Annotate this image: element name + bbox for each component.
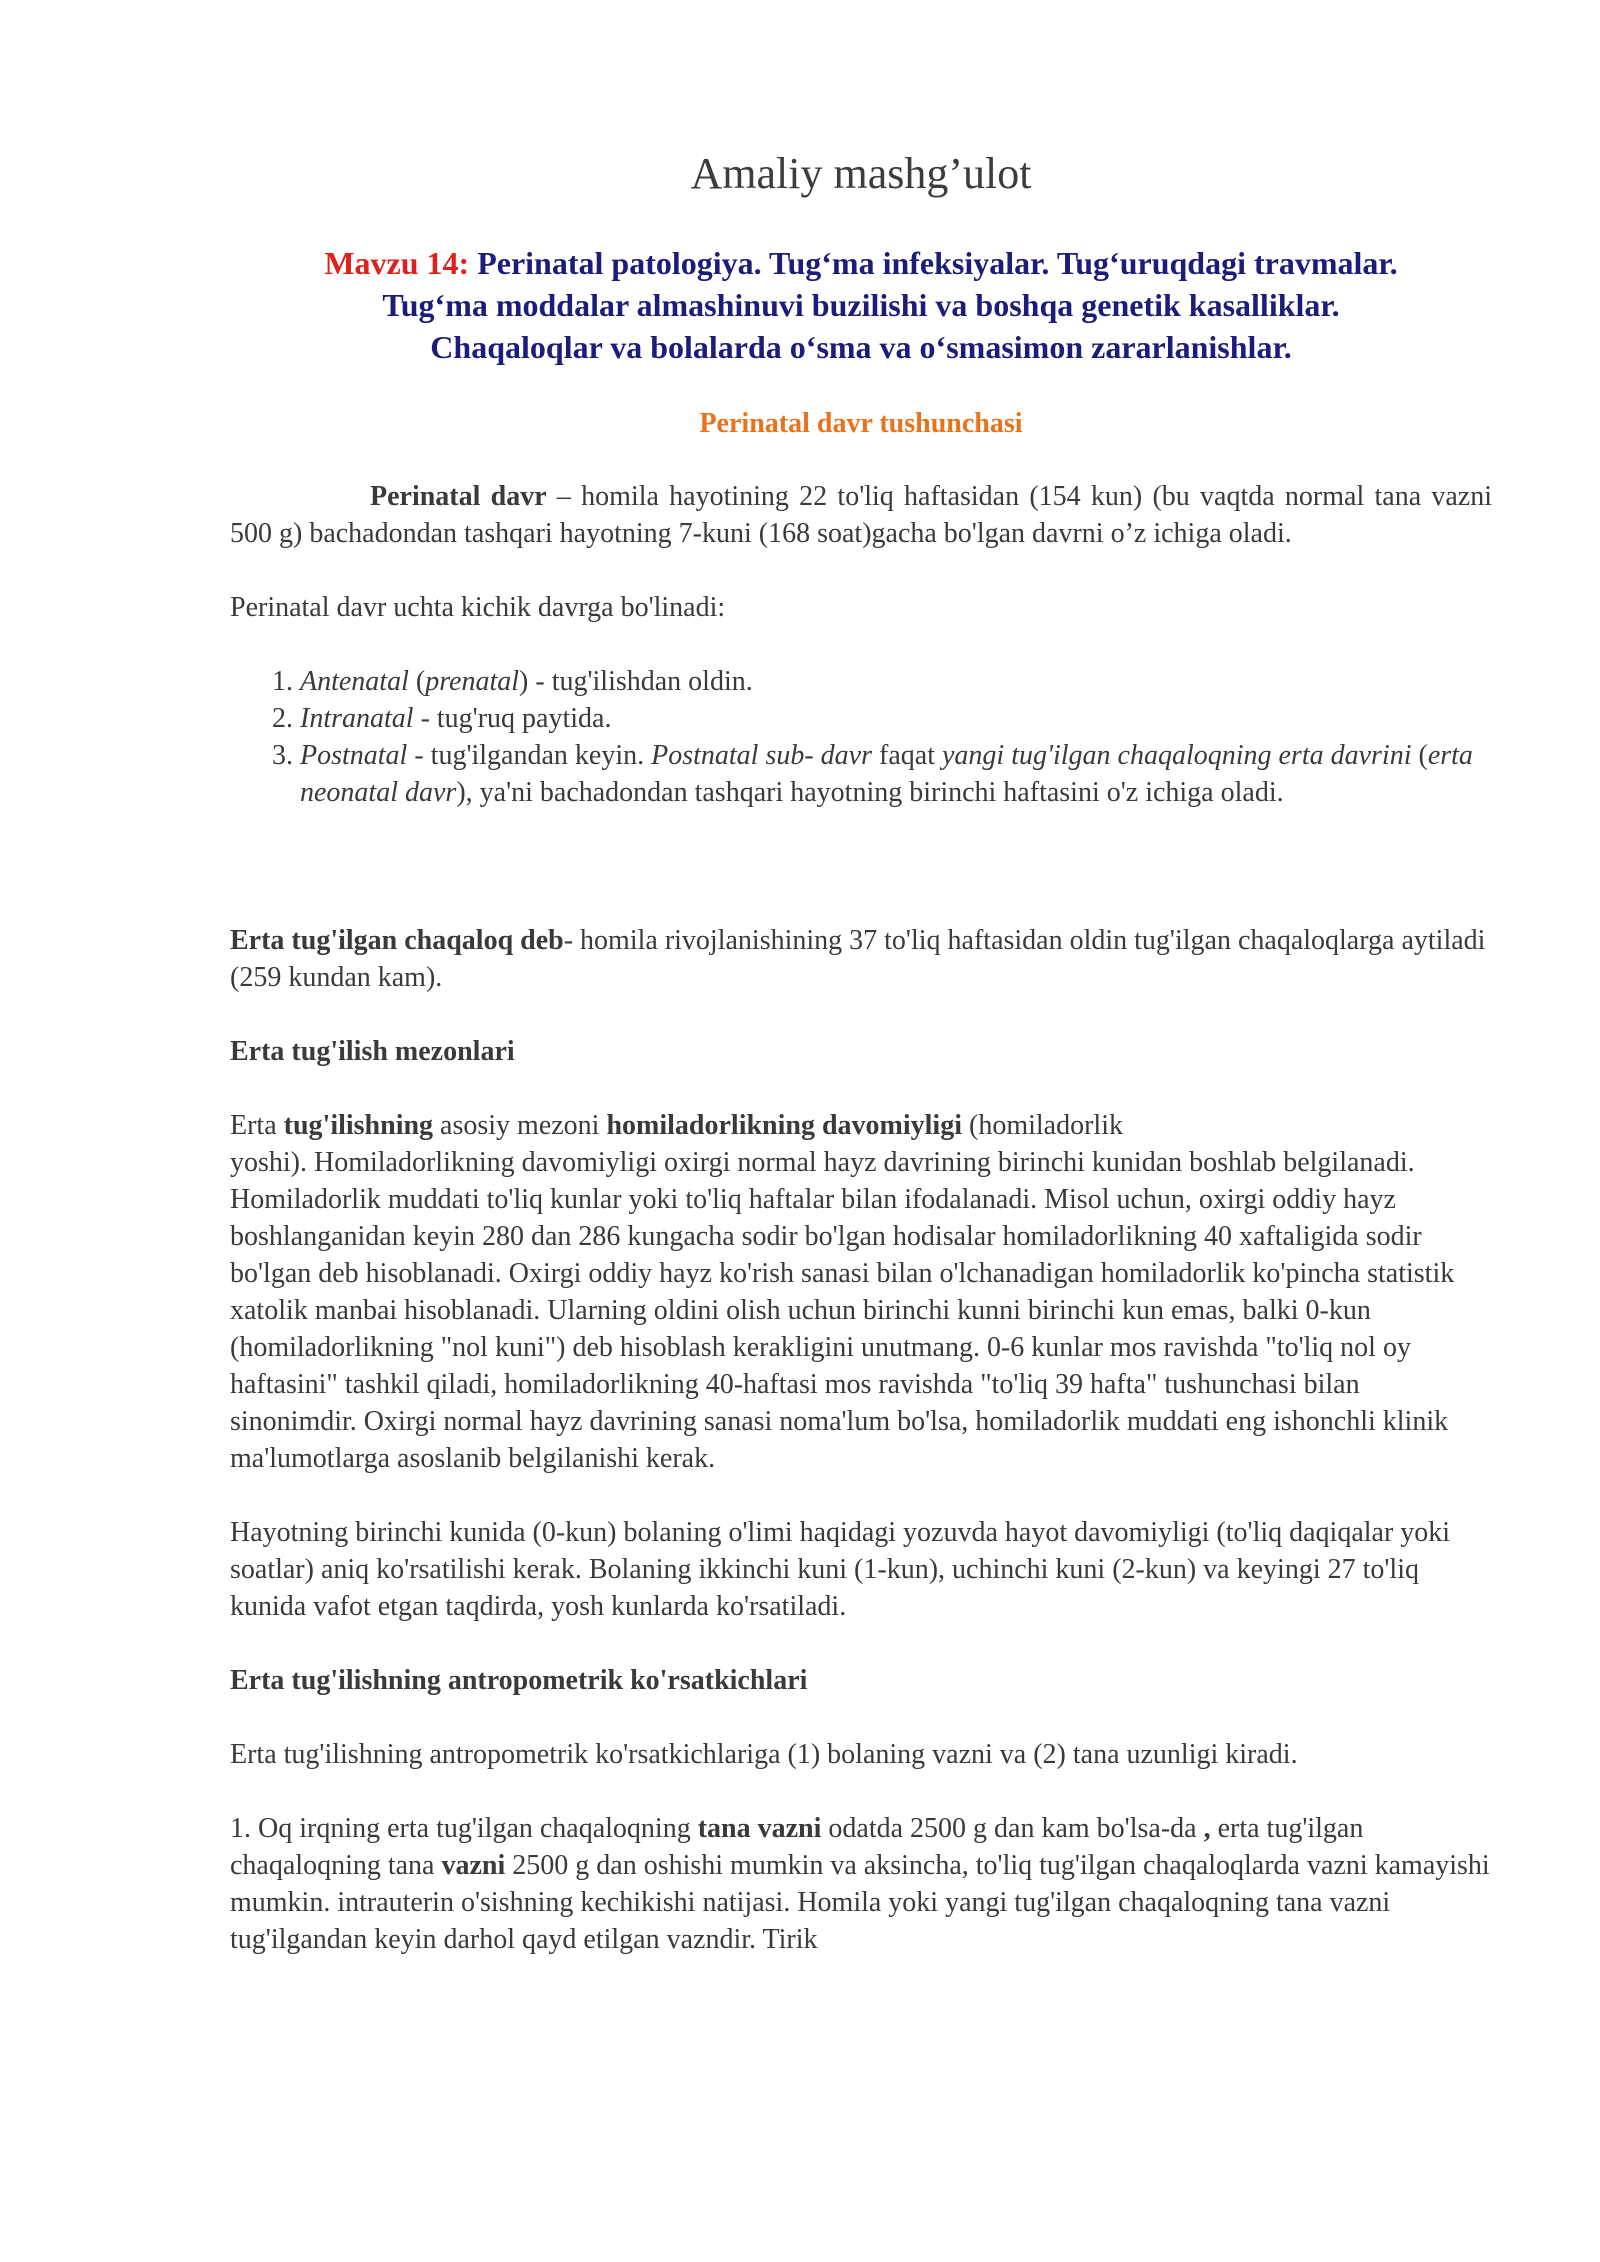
term-erta-tugilgan: Erta tug'ilgan chaqaloq deb <box>230 925 564 957</box>
page-title: Amaliy mashg’ulot <box>690 149 1032 198</box>
topic-line-1: Mavzu 14: Perinatal patologiya. Tug‘ma infeksiyalar. Tug‘uruqdagi travmalar. <box>324 245 1398 282</box>
criteria-paragraph: Erta tug'ilishning asosiy mezoni homiladorlikning davomiyligi (homiladorlik yoshi). Homiladorlikning davomiyligi oxirgi normal hayz davrining birinchi kunidan boshlab belgilanadi. Homiladorlik muddati to'liq kunlar yoki to'liq haftalar bilan ifodalanadi. Misol uchun, oxirgi oddiy hayz boshlanganidan keyin 280 dan 286 kungacha sodir bo'lgan hodisalar homiladorlikning 40 xaftaligida sodir bo'lgan deb hisoblanadi. Oxirgi oddiy hayz ko'rish sanasi bilan o'lchanadigan homiladorlik ko'pincha statistik xatolik manbai hisoblanadi. Ularning oldini olish uchun birinchi kunni birinchi kun emas, balki 0-kun (homiladorlikning "nol kuni") deb hisoblash kerakligini unutmang. 0-6 kunlar mos ravishda "to'liq nol oy haftasini" tashkil qiladi, homiladorlikning 40-haftasi mos ravishda "to'liq 39 hafta" tushunchasi bilan sinonimdir. Oxirgi normal hayz davrining sanasi noma'lum bo'lsa, homiladorlik muddati eng ishonchli klinik ma'lumotlarga asoslanib belgilanishi kerak. <box>230 1110 1455 1475</box>
death-record-paragraph: Hayotning birinchi kunida (0-kun) bolaning o'limi haqidagi yozuvda hayot davomiyligi (to'liq daqiqalar yoki soatlar) aniq ko'rsatilishi kerak. Bolaning ikkinchi kuni (1-kun), uchinchi kuni (2-kun) va keyingi 27 to'liq kunida vafot etgan taqdirda, yosh kunlarda ko'rsatiladi. <box>230 1517 1451 1623</box>
criteria-heading: Erta tug'ilish mezonlari <box>230 1036 515 1068</box>
list-item: 3. Postnatal - tug'ilgandan keyin. Postnatal sub- davr faqat yangi tug'ilgan chaqaloqning erta davrini (erta neonatal davr), ya'ni bachadondan tashqari hayotning birinchi haftasini o'z ichiga oladi. <box>300 737 1492 811</box>
section-heading: Perinatal davr tushunchasi <box>699 408 1023 440</box>
period-list <box>230 663 1492 811</box>
document-page <box>230 150 1492 1958</box>
preterm-definition-paragraph: Erta tug'ilgan chaqaloq deb- homila rivojlanishining 37 to'liq haftasidan oldin tug'ilgan chaqaloqlarga aytiladi (259 kundan kam). <box>230 925 1486 994</box>
anthropometric-heading: Erta tug'ilishning antropometrik ko'rsatkichlari <box>230 1665 808 1697</box>
list-item: 2. Intranatal - tug'ruq paytida. <box>300 700 1492 737</box>
term-perinatal-davr: Perinatal davr <box>370 481 547 513</box>
subdivision-intro-paragraph: Perinatal davr uchta kichik davrga bo'linadi: <box>230 592 726 624</box>
anthropometric-intro-paragraph: Erta tug'ilishning antropometrik ko'rsatkichlariga (1) bolaning vazni va (2) tana uzunligi kiradi. <box>230 1739 1298 1771</box>
topic-heading <box>230 242 1492 368</box>
topic-label: Mavzu 14: <box>324 245 470 282</box>
topic-line-2: Tug‘ma moddalar almashinuvi buzilishi va boshqa genetik kasalliklar. <box>382 287 1340 324</box>
list-item: 1. Antenatal (prenatal) - tug'ilishdan oldin. <box>300 663 1492 700</box>
topic-line-3: Chaqaloqlar va bolalarda o‘sma va o‘smasimon zararlanishlar. <box>430 329 1292 366</box>
body-weight-paragraph: 1. Oq irqning erta tug'ilgan chaqaloqning tana vazni odatda 2500 g dan kam bo'lsa-da , erta tug'ilgan chaqaloqning tana vazni 2500 g dan oshishi mumkin va aksincha, to'liq tug'ilgan chaqaloqlarda vazni kamayishi mumkin. intrauterin o'sishning kechikishi natijasi. Homila yoki yangi tug'ilgan chaqaloqning tana vazni tug'ilgandan keyin darhol qayd etilgan vazndir. Tirik <box>230 1813 1490 1956</box>
perinatal-definition-paragraph: Perinatal davr – homila hayotining 22 to'liq haftasidan (154 kun) (bu vaqtda normal tana vazni 500 g) bachadondan tashqari hayotning 7-kuni (168 soat)gacha bo'lgan davrni o’z ichiga oladi. <box>230 481 1492 550</box>
